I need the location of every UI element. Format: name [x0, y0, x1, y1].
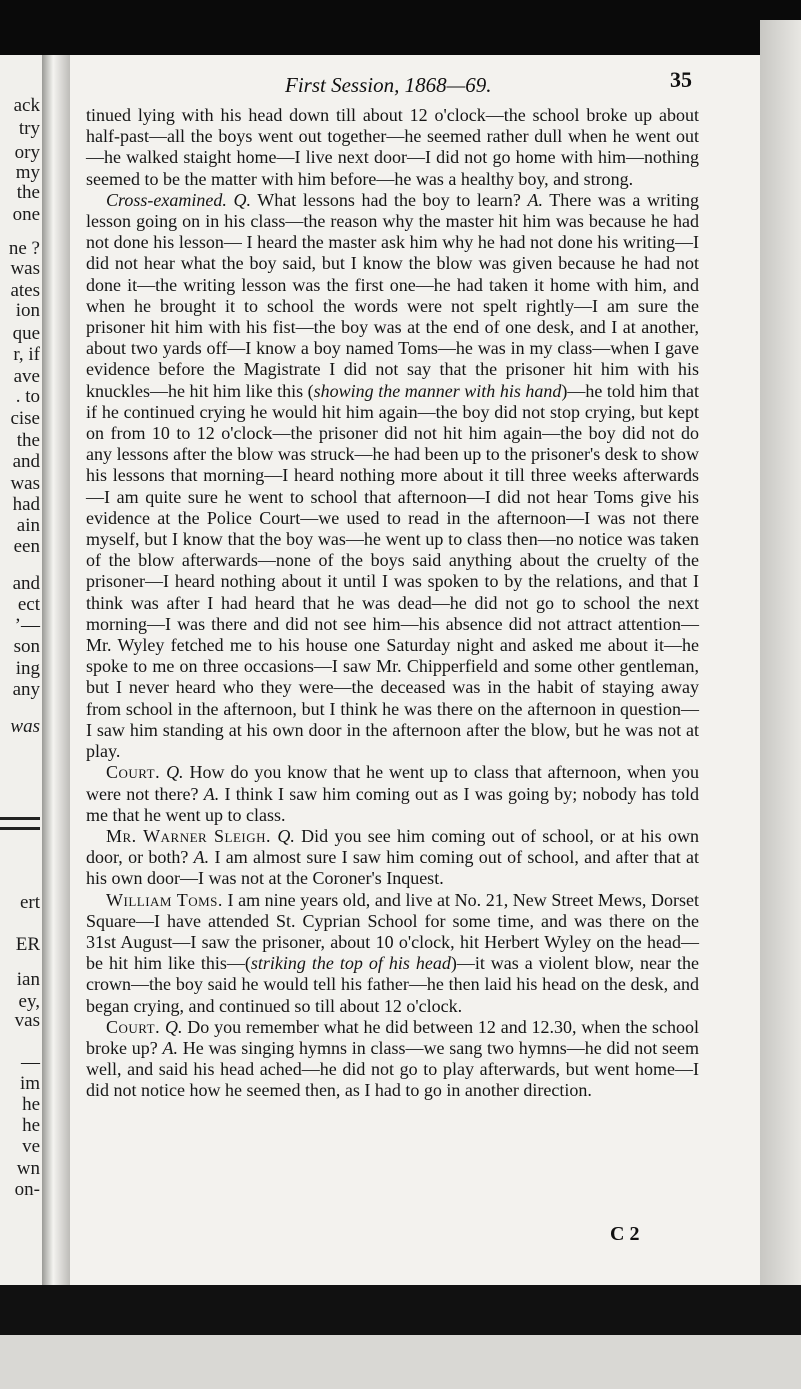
paragraph — [86, 190, 699, 762]
facing-page-text: ain — [16, 515, 40, 536]
facing-page-text: the — [16, 430, 40, 451]
paragraph — [86, 826, 699, 890]
text-run: Q. — [166, 762, 184, 783]
text-run: What lessons had the boy to learn? — [250, 189, 528, 210]
facing-page-text: he — [22, 1115, 40, 1136]
paragraph — [86, 762, 699, 826]
facing-page-text: any — [12, 679, 40, 700]
text-run: How do you know that he went up to class that afternoon, when you were not there? — [86, 762, 700, 804]
book-gutter — [42, 55, 70, 1285]
scan-bottom-border — [0, 1285, 801, 1335]
book-page — [70, 55, 760, 1285]
text-run: )—it was a violent blow, near the crown—the boy said he would tell his father—he then laid his head on the desk, and began crying, and continued so till about 12 o'clock. — [86, 953, 699, 1016]
facing-page-text: ect — [17, 594, 40, 615]
facing-page-text: on- — [14, 1179, 40, 1200]
text-run: Q. — [277, 825, 295, 846]
facing-page-text: que — [12, 323, 40, 344]
facing-page-text: my — [15, 162, 40, 183]
facing-page-text: ing — [15, 658, 40, 679]
text-run: Q. — [233, 189, 251, 210]
text-run: There was a writing lesson going on in his class—the reason why the master hit him was because he had not done his lesson— I heard the master ask him why he had not done his writing—I did not hear what the boy said, but I know the blow was given because he had not done it—the writing lesson was the first one—he had taken it home with him, and when he brought it to school the words were not spelt rightly—I am sure the prisoner hit him with his fist—the boy was at the end of one desk, and I at another, about two yards off—I know a boy named Toms—he was in my class—when I gave evidence before the Magistrate I did not say that the prisoner hit him with his knuckles—he hit him like this ( — [86, 189, 700, 401]
facing-page-text: one — [12, 204, 40, 225]
text-run: I think I saw him coming out as I was going by; nobody has told me that he went up to class. — [86, 783, 699, 825]
facing-page-text: son — [13, 636, 40, 657]
text-run: Did you see him coming out of school, or at his own door, or both? — [86, 825, 699, 868]
facing-page-text: ack — [13, 95, 40, 116]
text-run: Cross-examined. — [106, 189, 227, 210]
facing-page-text: he — [22, 1094, 40, 1115]
facing-page-text: — — [21, 1052, 40, 1073]
paragraph — [86, 105, 699, 190]
body-text — [86, 105, 699, 1102]
facing-page-text: was — [10, 473, 40, 494]
facing-page-text: r, if — [13, 344, 40, 365]
text-run: William Toms. — [106, 889, 223, 910]
text-run: Mr. Warner Sleigh. — [106, 825, 272, 846]
facing-page-text: ER — [15, 934, 40, 955]
facing-page-fragment — [0, 55, 42, 1285]
text-run: Q. — [164, 1016, 183, 1037]
facing-page-text: ert — [19, 892, 40, 913]
facing-page-text: . to — [15, 386, 40, 407]
facing-page-text: ian — [16, 969, 40, 990]
facing-page-text: was — [10, 258, 40, 279]
text-run: striking the top of his head — [250, 953, 451, 974]
facing-page-text: ory — [14, 142, 40, 163]
facing-page-text: wn — [16, 1158, 40, 1179]
facing-page-text: try — [18, 118, 40, 139]
facing-page-text: ey, — [18, 991, 40, 1012]
text-run: I am almost sure I saw him coming out of school, and after that at his own door—I was not at the Coroner's Inquest. — [86, 847, 699, 889]
facing-page-text: and — [12, 451, 40, 472]
running-title: First Session, 1868—69. — [285, 73, 492, 97]
scan-bottom-strip — [0, 1335, 801, 1389]
left-page-rule — [0, 817, 40, 820]
facing-page-text: cise — [10, 408, 40, 429]
text-run: Do you remember what he did between 12 and 12.30, when the school broke up? — [86, 1016, 699, 1058]
facing-page-text: was — [10, 716, 40, 737]
facing-page-text: and — [12, 573, 40, 594]
left-page-rule — [0, 827, 40, 830]
text-run: A. — [203, 783, 220, 804]
facing-page-text: ates — [10, 280, 40, 301]
text-run: showing the manner with his hand — [313, 380, 562, 401]
text-run: He was singing hymns in class—we sang two hymns—he did not seem well, and said his head ached—he did not go to play afterwards, but went home—I did not notice how he seemed then, as I had to go in another direction. — [86, 1037, 699, 1101]
facing-page-text: vas — [14, 1010, 40, 1031]
facing-page-text: ave — [13, 366, 40, 387]
facing-page-text: ne ? — [8, 238, 40, 259]
text-run: Court. — [106, 1016, 161, 1037]
text-run: )—he told him that if he continued crying he would hit him again—the boy did not stop crying, but kept on from 10 to 12 o'clock—the prisoner did not hit him again—the boy did not do any lessons after the blow was struck—he had been up to the prisoner's desk to show his lessons that morning—I heard nothing more about it till three weeks afterwards—I am quite sure he went to school that afternoon—I did not hear Toms give his evidence at the Police Court—we used to read in the afternoon—I was not there myself, but I know that the boy was—he went up to class then—no notice was taken of the blow afterwards—none of the boys said anything about the cruelty of the prisoner—I heard nothing about it until I was spoken to by the relations, and that I think was after I had heard that he was dead—he did not go to school the next morning—I was there and did not see him—his absence did not attract attention—Mr. Wyley fetched me to his house one Saturday night and asked me about it—he spoke to me on three occasions—I saw Mr. Chipperfield and some other gentleman, but I never heard who they were—the deceased was in the habit of staying away from school in the afternoon, but I think he was there on the afternoon in question—I saw him standing at his own door in the afternoon after the blow, but he was not at play. — [86, 380, 699, 762]
facing-page-text: had — [12, 494, 40, 515]
text-run: A. — [527, 189, 543, 210]
paragraph — [86, 890, 699, 1017]
scan-top-border — [0, 0, 801, 55]
text-run: tinued lying with his head down till about 12 o'clock—the school broke up about half-past—all the boys went out together—he seemed rather dull when he went out—he walked staight home—I live next door—I did not go home with him—nothing seemed to be the matter with him before—he was a healthy boy, and strong. — [86, 105, 699, 189]
signature-mark: C 2 — [610, 1223, 640, 1245]
text-run: A. — [193, 847, 210, 868]
facing-page-text: ’— — [14, 615, 40, 636]
facing-page-text: im — [19, 1073, 40, 1094]
text-run: A. — [162, 1037, 178, 1058]
text-run: I am nine years old, and live at No. 21, New Street Mews, Dorset Square—I have attended St. Cyprian School for some time, and was there on the 31st August—I saw the prisoner, about 10 o'clock, hit Herbert Wyley on the head—be hit him like this—( — [86, 889, 699, 974]
paragraph — [86, 1017, 699, 1102]
facing-page-text: ve — [22, 1136, 40, 1157]
text-run: Court. — [106, 762, 161, 783]
facing-page-text: the — [16, 182, 40, 203]
facing-page-text: ion — [15, 300, 40, 321]
scan-right-edge — [760, 20, 801, 1320]
facing-page-text: een — [13, 536, 40, 557]
page-number: 35 — [670, 67, 692, 92]
